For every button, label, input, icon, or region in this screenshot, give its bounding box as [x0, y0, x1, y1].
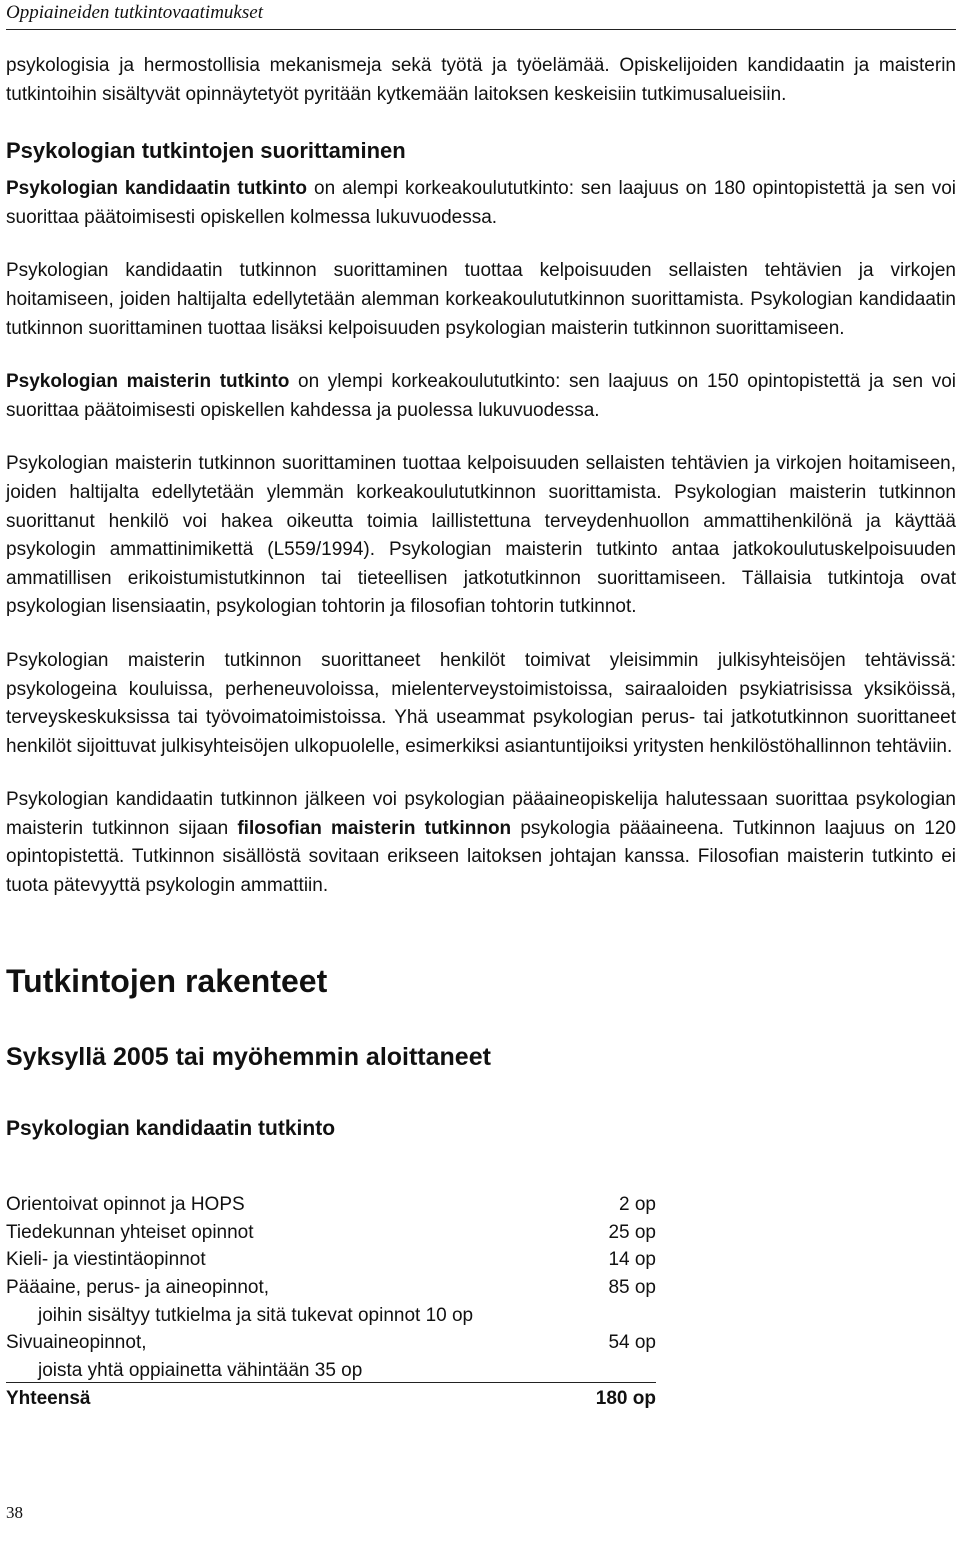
text-fm-before: Psykologian kandidaatin tutkinnon jälkeen voi psykologian pääaineopiskelija halutessaan suorittaa psykologian maisterin tutkinnon sijaan	[6, 789, 956, 839]
degree-title: Psykologian kandidaatin tutkinto	[6, 1116, 336, 1140]
text-fm-after: psykologia pääaineena. Tutkinnon laajuus on 120 opintopistettä. Tutkinnon sisällöstä sovitaan erikseen laitoksen johtajan kanssa. Filosofian maisterin tutkinto ei tuota pätevyyttä psykologin ammattiin.	[6, 817, 956, 897]
table-row	[6, 1271, 656, 1299]
text-master-degree: on ylempi korkeakoulututkinto: sen laajuus on 150 opintopistettä ja sen voi suorittaa päätoimisesti opiskellen kahdessa ja puolessa lukuvuodessa.	[6, 371, 956, 421]
row-label: Sivuaineopinnot,	[6, 1332, 147, 1354]
paragraph-master-eligibility: Psykologian maisterin tutkinnon suorittaminen tuottaa kelpoisuuden sellaisten tehtävien ja virkojen hoitamiseen, joiden haltijalta edellytetään ylemmän korkeakoulututkinnon suorittamista. Psykologian maisterin tutkinnon suorittanut henkilö voi hakea oikeutta toimia laillistettuna terveydenhuollon ammattihenkilönä ja käyttää psykologin ammattinimikettä (L559/1994). Psykologian maisterin tutkinto antaa jatkokoulutuskelpoisuuden ammatillisen erikoistumistutkinnon tai tieteellisen jatkotutkinnon suorittamiseen. Tällaisia tutkintoja ovat psykologian lisensiaatin, psykologian tohtorin ja filosofian tohtorin tutkinnot.	[6, 453, 956, 618]
table-row	[6, 1189, 656, 1217]
row-value: 54 op	[608, 1332, 656, 1354]
paragraph-master-degree	[6, 368, 956, 425]
credits-table	[6, 1189, 656, 1411]
text-bachelor-degree: on alempi korkeakoulututkinto: sen laajuus on 180 opintopistettä ja sen voi suorittaa päätoimisesti opiskellen kolmessa lukuvuodessa.	[6, 178, 956, 228]
running-header: Oppiaineiden tutkintovaatimukset	[6, 2, 956, 30]
row-value: 2 op	[619, 1194, 656, 1216]
row-label: Orientoivat opinnot ja HOPS	[6, 1194, 245, 1216]
page-number: 38	[6, 1503, 23, 1522]
total-value: 180 op	[566, 1382, 656, 1410]
subheading-cohort: Syksyllä 2005 tai myöhemmin aloittaneet	[6, 1042, 491, 1071]
paragraph-careers: Psykologian maisterin tutkinnon suorittaneet henkilöt toimivat yleisimmin julkisyhteisöjen tehtävissä: psykologeina kouluissa, perheneuvoloissa, mielenterveystoimistoissa, sairaaloiden psykiatrisissa yksiköissä, terveyskeskuksissa tai työvoimatoimistoissa. Yhä useammat psykologian perus- tai jatkotutkinnon suorittaneet henkilöt sijoittuvat julkisyhteisöjen ulkopuolelle, esimerkiksi asiantuntijoiksi yritysten henkilöstöhallinnon tehtäviin.	[6, 649, 956, 757]
row-value: 25 op	[608, 1221, 656, 1243]
paragraph-bachelor-eligibility: Psykologian kandidaatin tutkinnon suorittaminen tuottaa kelpoisuuden sellaisten tehtävien ja virkojen hoitamiseen, joiden haltijalta edellytetään alemman korkeakoulututkinnon suorittamista. Psykologian kandidaatin tutkinnon suorittaminen tuottaa lisäksi kelpoisuuden psykologian maisterin tutkinnon suorittamiseen.	[6, 260, 956, 339]
table-row	[6, 1327, 656, 1355]
row-label: Tiedekunnan yhteiset opinnot	[6, 1221, 254, 1243]
page-content	[6, 52, 956, 1410]
paragraph-fm-degree	[6, 786, 956, 900]
row-label: Kieli- ja viestintäopinnot	[6, 1249, 206, 1271]
row-sub-label: joista yhtä oppiainetta vähintään 35 op	[38, 1359, 363, 1381]
table-row	[6, 1244, 656, 1272]
paragraph-bachelor-degree	[6, 175, 956, 232]
term-bachelor-degree: Psykologian kandidaatin tutkinto	[6, 178, 308, 200]
section-heading-structures: Tutkintojen rakenteet	[6, 962, 328, 999]
term-master-degree: Psykologian maisterin tutkinto	[6, 371, 290, 393]
row-sub-label: joihin sisältyy tutkielma ja sitä tukevat opinnot 10 op	[38, 1304, 474, 1326]
row-label: Pääaine, perus- ja aineopinnot,	[6, 1277, 270, 1299]
row-value: 85 op	[608, 1277, 656, 1299]
table-row	[6, 1299, 656, 1327]
section-heading-degrees: Psykologian tutkintojen suorittaminen	[6, 138, 406, 164]
intro-paragraph: psykologisia ja hermostollisia mekanismeja sekä työtä ja työelämää. Opiskelijoiden kandidaatin ja maisterin tutkintoihin sisältyvät opinnäytetyöt pyritään kytkemään laitoksen keskeisiin tutkimusalueisiin.	[6, 55, 956, 105]
table-row-total	[6, 1382, 656, 1410]
table-row	[6, 1216, 656, 1244]
term-fm-degree: filosofian maisterin tutkinnon	[237, 817, 512, 839]
total-label: Yhteensä	[6, 1382, 566, 1410]
row-value: 14 op	[608, 1249, 656, 1271]
table-row	[6, 1354, 656, 1382]
